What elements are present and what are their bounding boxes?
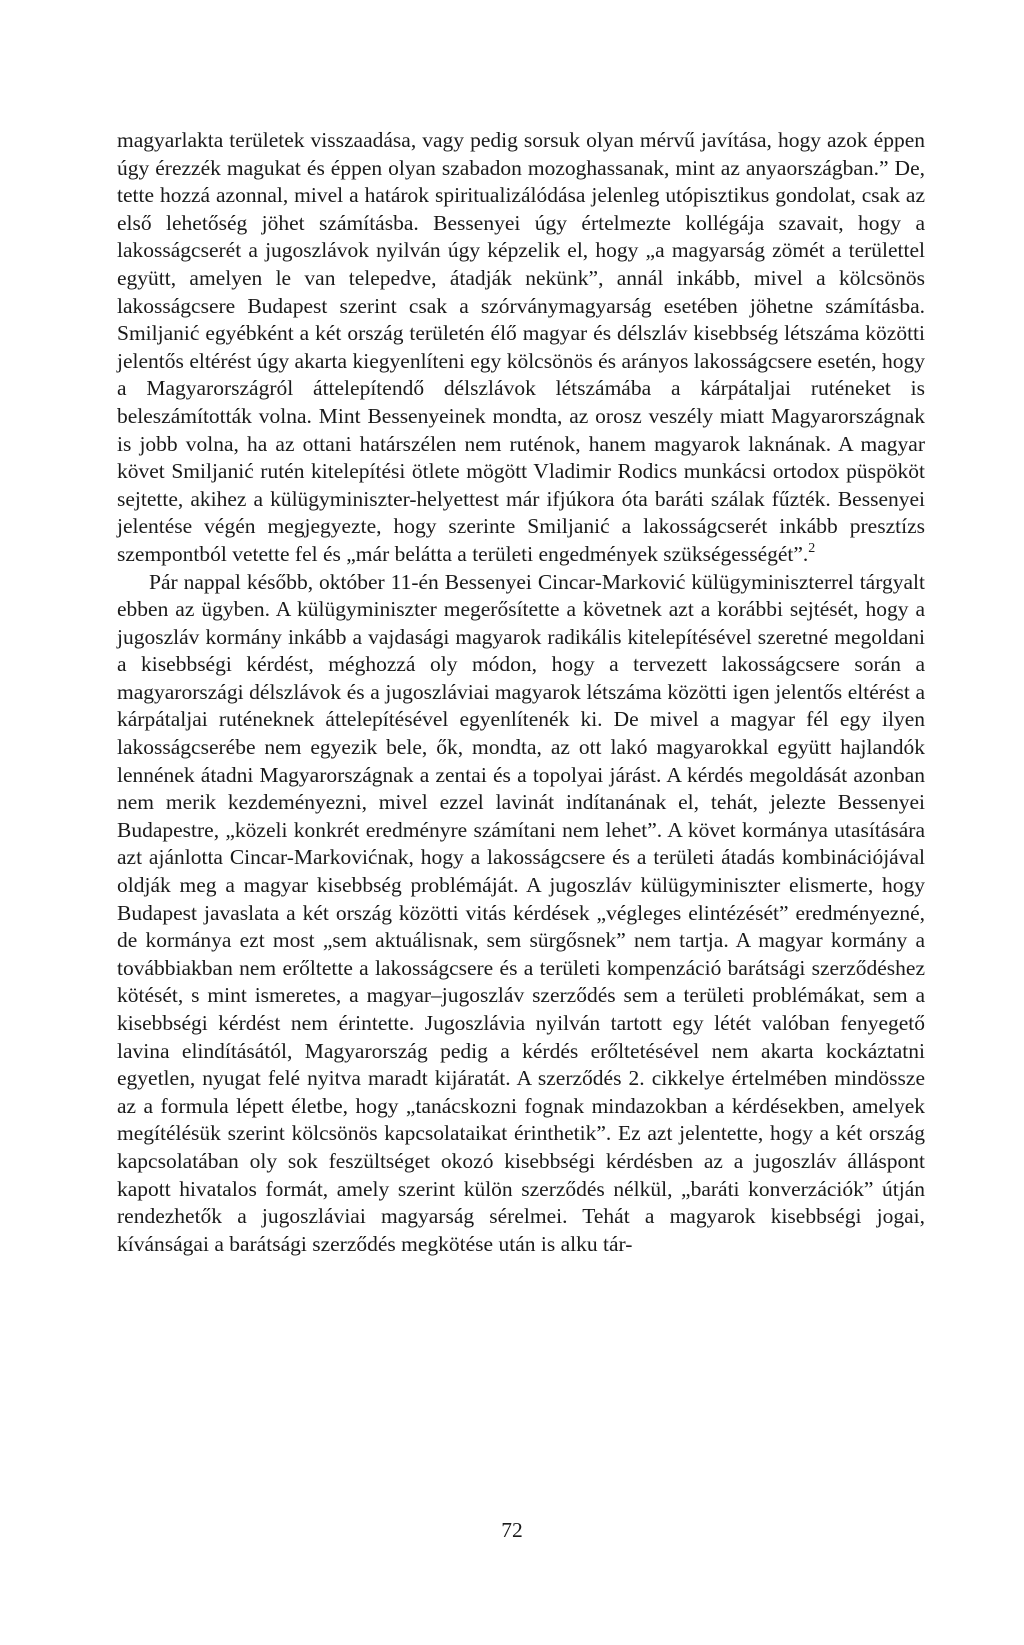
body-paragraph-1 [117,127,925,569]
page-body [117,127,925,1258]
footnote-reference: 2 [808,540,816,556]
paragraph-1-text: magyarlakta területek visszaadása, vagy pedig sorsuk olyan mérvű javítása, hogy azok éppen úgy érezzék magukat és éppen olyan szabadon mozoghassanak, mint az anyaországban.” De, tette hozzá azonnal, mivel a határok spiritualizálódása jelenleg utópisztikus gondolat, csak az első lehetőség jöhet számításba. Bessenyei úgy értelmezte kollégája szavait, hogy a lakosságcserét a jugoszlávok nyilván úgy képzelik el, hogy „a magyarság zömét a területtel együtt, amelyen le van telepedve, átadják nekünk”, annál inkább, mivel a kölcsönös lakosságcsere Budapest szerint csak a szórványmagyarság esetében jöhetne számításba. Smiljanić egyébként a két ország területén élő magyar és délszláv kisebbség létszáma közötti jelentős eltérést úgy akarta kiegyenlíteni egy kölcsönös és arányos lakosságcsere esetén, hogy a Magyarországról áttelepítendő délszlávok létszámába a kárpátaljai ruténeket is beleszámították volna. Mint Bessenyeinek mondta, az orosz veszély miatt Magyarországnak is jobb volna, ha az ottani határszélen nem ruténok, hanem magyarok laknának. A magyar követ Smiljanić rutén kitelepítési ötlete mögött Vladimir Rodics munkácsi ortodox püspököt sejtette, akihez a külügyminiszter-helyettest már ifjúkora óta baráti szálak fűzték. Bessenyei jelentése végén megjegyezte, hogy szerinte Smiljanić a lakosságcserét inkább presztízs szempontból vetette fel és „már belátta a területi engedmények szükségességét”. [117,128,925,566]
page-number: 72 [501,1518,523,1542]
body-paragraph-2: Pár nappal később, október 11-én Bessenyei Cincar-Marković külügyminiszterrel tárgyalt ebben az ügyben. A külügyminiszter megerősítette a követnek azt a korábbi sejtését, hogy a jugoszláv kormány inkább a vajdasági magyarok radikális kitelepítésével szeretné megoldani a kisebbségi kérdést, méghozzá oly módon, hogy a tervezett lakosságcsere során a magyarországi délszlávok és a jugoszláviai magyarok létszáma közötti igen jelentős eltérést a kárpátaljai ruténeknek áttelepítésével egyenlítenék ki. De mivel a magyar fél egy ilyen lakosságcserébe nem egyezik bele, ők, mondta, az ott lakó magyarokkal együtt hajlandók lennének átadni Magyarországnak a zentai és a topolyai járást. A kérdés megoldását azonban nem merik kezdeményezni, mivel ezzel lavinát indítanának el, tehát, jelezte Bessenyei Budapestre, „közeli konkrét eredményre számítani nem lehet”. A követ kormánya utasítására azt ajánlotta Cincar-Markovićnak, hogy a lakosságcsere és a területi átadás kombinációjával oldják meg a magyar kisebbség problémáját. A jugoszláv külügyminiszter elismerte, hogy Budapest javaslata a két ország közötti vitás kérdések „végleges elintézését” eredményezné, de kormánya ezt most „sem aktuálisnak, sem sürgősnek” nem tartja. A magyar kormány a továbbiakban nem erőltette a lakosságcsere és a területi kompenzáció barátsági szerződéshez kötését, s mint ismeretes, a magyar–jugoszláv szerződés sem a területi problémákat, sem a kisebbségi kérdést nem érintette. Jugoszlávia nyilván tartott egy létét valóban fenyegető lavina elindításától, Magyarország pedig a kérdés erőltetésével nem akarta kockáztatni egyetlen, nyugat felé nyitva maradt kijáratát. A szerződés 2. cikkelye értelmében mindössze az a formula lépett életbe, hogy „tanácskozni fognak mindazokban a kérdésekben, amelyek megítélésük szerint kölcsönös kapcsolataikat érinthetik”. Ez azt jelentette, hogy a két ország kapcsolatában oly sok feszültséget okozó kisebbségi kérdésben az a jugoszláv álláspont kapott hivatalos formát, amely szerint külön szerződés nélkül, „baráti konverzációk” útján rendezhetők a jugoszláviai magyarság sérelmei. Tehát a magyarok kisebbségi jogai, kívánságai a barátsági szerződés megkötése után is alku tár- [117,569,925,1256]
